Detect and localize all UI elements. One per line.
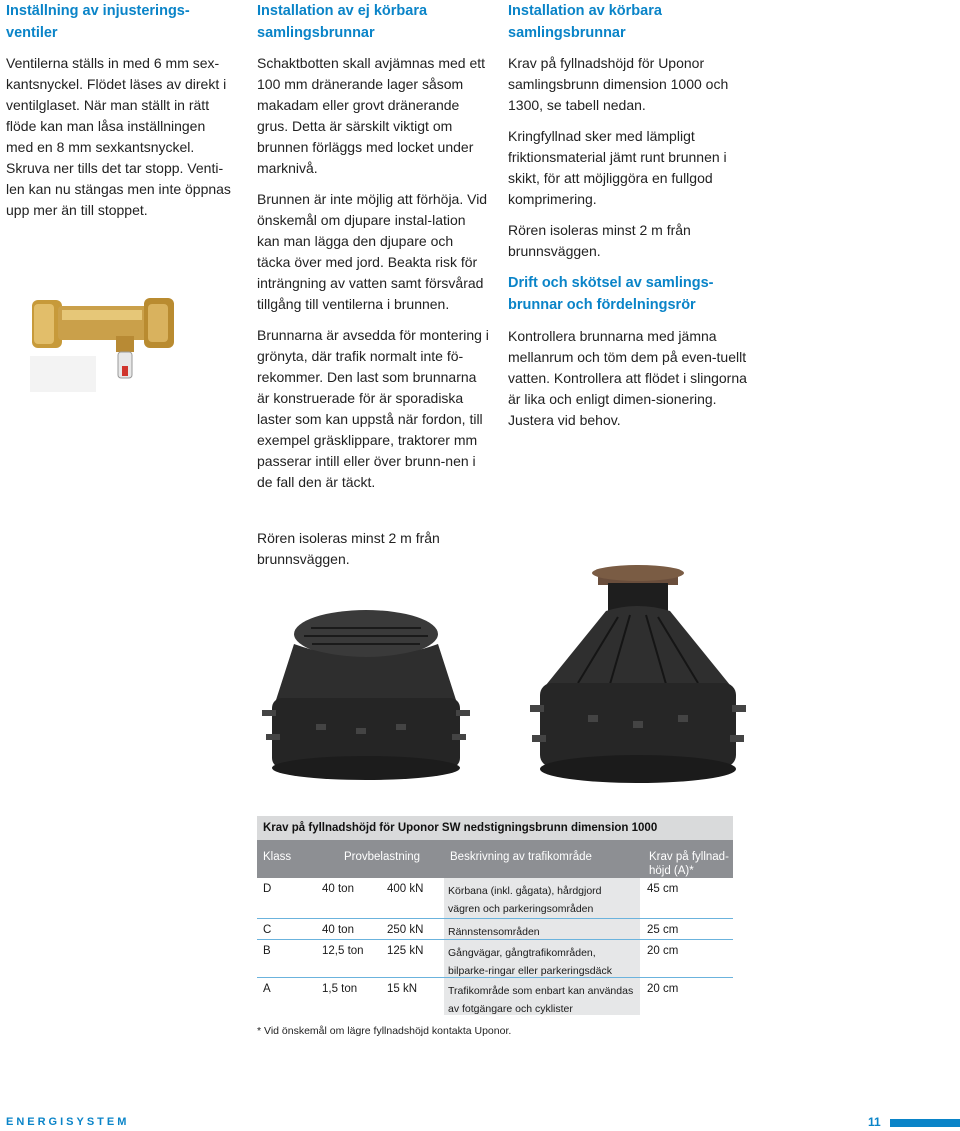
footer-label: ENERGISYSTEM [6,1116,130,1128]
column-nondrivable-tail [257,528,489,580]
paragraph-trench-bottom: Schaktbotten skall avjämnas med ett 100 mm dränerande lager såsom makadam eller grovt dränerande grus. Detta är särskilt viktigt om brunnen förläggs med locket under marknivå. [257,55,486,176]
cell-desc-text: Rännstensområden [448,926,540,938]
cell-desc [444,878,640,918]
column-nondrivable-wells [257,0,489,503]
cell-klass: C [263,924,272,936]
table-row [257,940,733,978]
cell-krav: 45 cm [647,883,679,895]
cell-klass: B [263,945,271,957]
paragraph-not-raisable: Brunnen är inte möjlig att förhöja. Vid önskemål om djupare instal-lation kan man lägga den djupare och täcka över med jord. Beakta risk för inträngning av vatten samt försvårad tillgång till ventilerna i brunnen. [257,191,488,312]
footer-accent-bar [890,1119,960,1127]
table-header-row [257,840,733,878]
cell-klass: A [263,983,271,995]
header-krav: Krav på fyllnad-höjd (A)* [649,851,729,877]
cell-kn: 400 kN [387,883,424,895]
table-title: Krav på fyllnadshöjd för Uponor SW nedstigningsbrunn dimension 1000 [257,816,733,840]
table-row [257,878,733,919]
cell-desc [444,940,640,977]
table-row [257,978,733,1015]
well-image-drivable [518,565,758,800]
column-drivable-wells [508,0,748,441]
cell-desc [444,919,640,939]
cell-desc [444,978,640,1015]
cell-desc-text: Trafikområde som enbart kan användas av fotgängare och cyklister [448,985,634,1015]
header-provbelastning: Provbelastning [344,851,421,863]
cell-kn: 125 kN [387,945,424,957]
fill-height-table [257,816,733,1015]
cell-klass: D [263,883,272,895]
paragraph-pipe-insulation: Rören isoleras minst 2 m från brunnsväggen. [257,530,440,567]
cell-krav: 20 cm [647,945,679,957]
header-klass: Klass [263,851,292,863]
page-number: 11 [868,1115,881,1129]
cell-krav: 25 cm [647,924,679,936]
cell-ton: 12,5 ton [322,945,364,957]
paragraph-green-area: Brunnarna är avsedda för montering i grönyta, där trafik normalt inte fö-rekommer. Den last som brunnarna är konstruerade för är sporadiska laster som kan uppstå när fordon, till exempel gräsklippare, traktorer mm passerar intill eller över brunn-nen i de fall den är täckt. [257,327,489,490]
cell-ton: 40 ton [322,883,354,895]
cell-desc-text: Körbana (inkl. gågata), hårdgjord vägren och parkeringsområden [448,885,602,915]
cell-ton: 1,5 ton [322,983,358,995]
valve-image [28,282,178,392]
cell-kn: 15 kN [387,983,418,995]
paragraph-valve-setting: Ventilerna ställs in med 6 mm sex-kantsnyckel. Flödet läses av direkt i ventilglaset. När man ställt in rätt flöde kan man låsa inställningen med en 8 mm sexkantsnyckel. Skruva ner tills det tar stopp. Venti-len kan nu stängas men inte öppnas upp mer än till stoppet. [6,55,231,218]
cell-kn: 250 kN [387,924,424,936]
heading-nondrivable-wells: Installation av ej körbara samlingsbrunnar [257,3,428,41]
header-beskrivning: Beskrivning av trafikområde [450,851,592,863]
paragraph-pipe-insulation-2: Rören isoleras minst 2 m från brunnsväggen. [508,222,691,259]
heading-drivable-wells: Installation av körbara samlingsbrunnar [508,3,662,41]
table-footnote: * Vid önskemål om lägre fyllnadshöjd kontakta Uponor. [257,1025,512,1037]
heading-valve-setting: Inställning av injusterings-ventiler [6,3,190,41]
table-row [257,919,733,940]
well-image-nondrivable [256,600,476,790]
cell-krav: 20 cm [647,983,679,995]
cell-desc-text: Gångvägar, gångtrafikområden, bilparke-ringar eller parkeringsdäck [448,947,612,977]
paragraph-fill-height: Krav på fyllnadshöjd för Uponor samlingsbrunn dimension 1000 och 1300, se tabell nedan. [508,55,729,113]
heading-maintenance: Drift och skötsel av samlings-brunnar och fördelningsrör [508,275,714,313]
cell-ton: 40 ton [322,924,354,936]
column-valve-setting [6,0,234,231]
paragraph-maintenance: Kontrollera brunnarna med jämna mellanrum och töm dem på even-tuellt vatten. Kontrollera att flödet i slingorna är lika och enligt dimen-sionering. Justera vid behov. [508,328,747,428]
paragraph-backfill: Kringfyllnad sker med lämpligt friktionsmaterial jämt runt brunnen i skikt, för att möjliggöra en fullgod komprimering. [508,128,727,207]
